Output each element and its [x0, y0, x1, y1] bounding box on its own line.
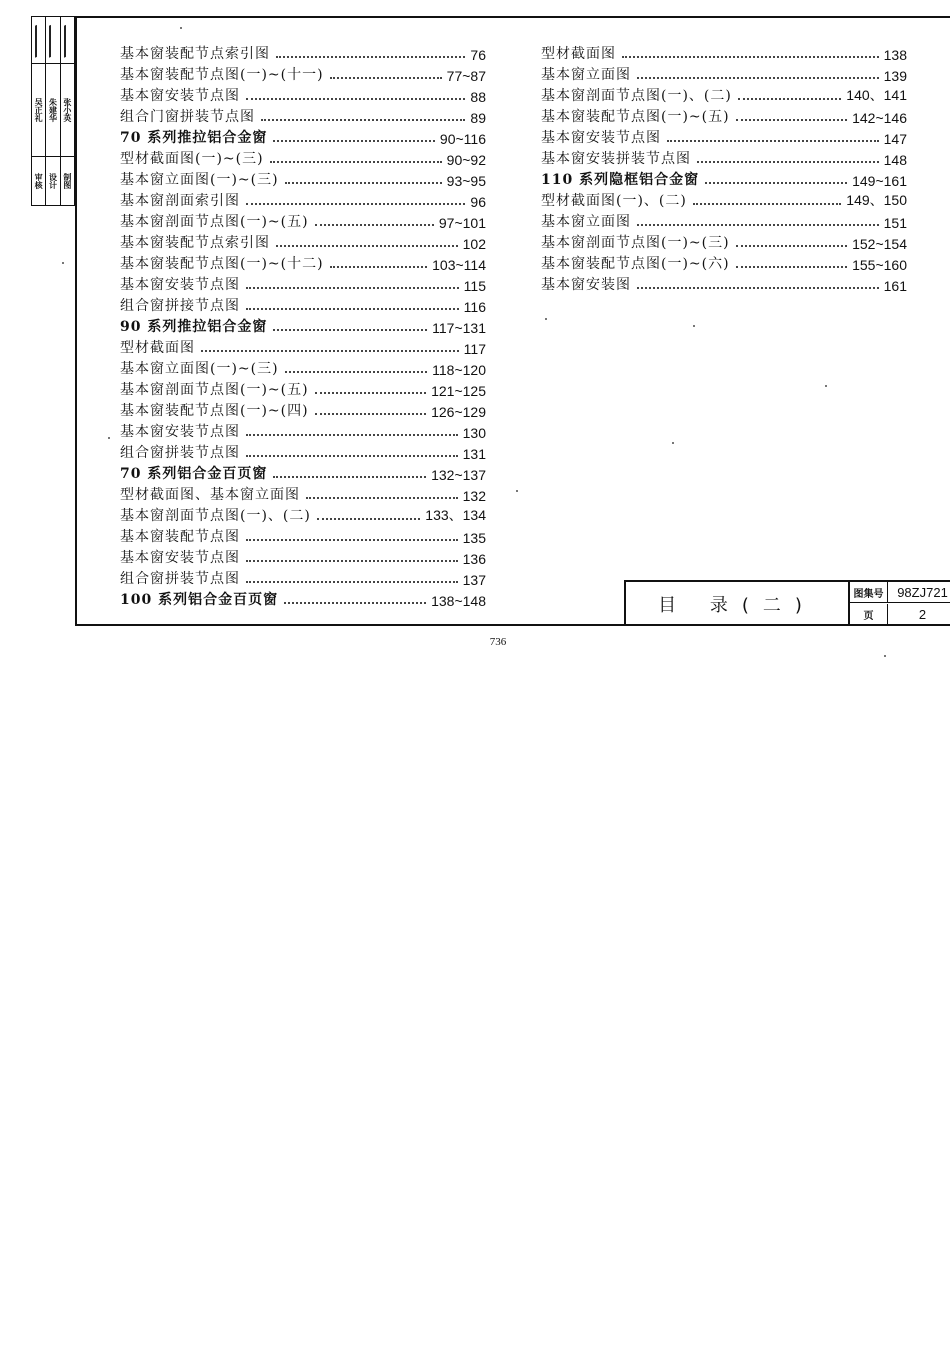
- toc-leader-dots: [736, 245, 848, 247]
- toc-entry-pages: 90~116: [439, 131, 486, 147]
- toc-section-entry: [120, 126, 486, 147]
- toc-entry-title: 组合窗拼装节点图: [120, 571, 240, 587]
- toc-entry: [541, 105, 907, 126]
- toc-leader-dots: [201, 350, 459, 352]
- toc-entry-pages: 133、134: [425, 507, 486, 523]
- toc-entry-pages: 130: [462, 425, 486, 441]
- toc-leader-dots: [246, 434, 458, 436]
- toc-entry-pages: 131: [462, 446, 486, 462]
- toc-entry-pages: 121~125: [431, 383, 486, 399]
- toc-section-entry: [120, 462, 486, 483]
- toc-entry-title: 基本窗剖面节点图(一)、(二): [541, 88, 732, 104]
- toc-entry: [120, 483, 486, 504]
- toc-leader-dots: [246, 287, 459, 289]
- toc-section-entry: [120, 315, 486, 336]
- toc-entry: [120, 504, 486, 525]
- toc-entry: [120, 147, 486, 168]
- toc-entry-pages: 132~137: [431, 467, 486, 483]
- toc-entry-title: 基本窗安装节点图: [541, 130, 661, 146]
- scan-speck: [884, 655, 886, 657]
- toc-entry-pages: 77~87: [446, 68, 486, 84]
- toc-entry-pages: 161: [883, 278, 907, 294]
- toc-entry-title: 基本窗装配节点图(一)~(六): [541, 256, 730, 272]
- toc-leader-dots: [697, 161, 879, 163]
- page-number: 736: [489, 636, 507, 648]
- toc-entry: [120, 84, 486, 105]
- toc-leader-dots: [261, 119, 465, 121]
- toc-entry-title: 型材截面图: [541, 46, 616, 62]
- toc-entry: [541, 252, 907, 273]
- toc-entry-pages: 102: [462, 236, 486, 252]
- toc-entry-title: 基本窗装配节点索引图: [120, 46, 270, 62]
- toc-entry-pages: 103~114: [432, 257, 486, 273]
- toc-leader-dots: [285, 182, 442, 184]
- toc-entry-pages: 155~160: [852, 257, 907, 273]
- toc-entry-title: 基本窗剖面节点图(一)~(三): [541, 235, 730, 251]
- scan-speck: [516, 490, 518, 492]
- toc-entry-title: 基本窗装配节点图: [120, 529, 240, 545]
- toc-entry: [120, 546, 486, 567]
- toc-leader-dots: [738, 98, 841, 100]
- toc-leader-dots: [315, 224, 434, 226]
- toc-leader-dots: [276, 56, 465, 58]
- toc-entry: [541, 147, 907, 168]
- toc-entry: [120, 420, 486, 441]
- toc-leader-dots: [317, 518, 420, 520]
- title-block: [624, 580, 950, 625]
- toc-leader-dots: [246, 203, 465, 205]
- toc-entry-pages: 97~101: [438, 215, 486, 231]
- toc-entry-pages: 96: [470, 194, 486, 210]
- toc-leader-dots: [246, 308, 459, 310]
- toc-entry-pages: 139: [883, 68, 907, 84]
- scan-speck: [545, 318, 547, 320]
- toc-entry-pages: 142~146: [852, 110, 907, 126]
- toc-leader-dots: [330, 77, 442, 79]
- toc-entry-pages: 136: [462, 551, 486, 567]
- toc-entry-title: 基本窗安装节点图: [120, 424, 240, 440]
- toc-entry-title: 基本窗安装图: [541, 277, 631, 293]
- toc-entry-title: 基本窗立面图: [541, 67, 631, 83]
- toc-entry-title: 70 系列铝合金百页窗: [120, 466, 268, 482]
- toc-leader-dots: [315, 413, 427, 415]
- toc-leader-dots: [246, 539, 458, 541]
- toc-leader-dots: [270, 161, 442, 163]
- toc-entry-title: 型材截面图、基本窗立面图: [120, 487, 300, 503]
- toc-entry-title: 基本窗装配节点图(一)~(五): [541, 109, 730, 125]
- toc-leader-dots: [705, 182, 847, 184]
- toc-entry-title: 110 系列隐框铝合金窗: [541, 172, 700, 188]
- toc-entry-title: 基本窗安装节点图: [120, 88, 240, 104]
- toc-entry: [541, 42, 907, 63]
- toc-entry-pages: 89: [470, 110, 486, 126]
- toc-leader-dots: [637, 77, 879, 79]
- atlas-number-label: 图集号: [850, 582, 888, 603]
- signoff-role: 制图: [62, 173, 72, 189]
- toc-entry-pages: 76: [470, 47, 486, 63]
- toc-entry: [120, 567, 486, 588]
- signoff-strip: [31, 16, 75, 206]
- toc-entry-title: 基本窗安装拼装节点图: [541, 151, 691, 167]
- toc-entry: [120, 42, 486, 63]
- toc-entry-title: 基本窗剖面节点图(一)~(五): [120, 382, 309, 398]
- toc-leader-dots: [736, 266, 848, 268]
- toc-entry-title: 基本窗立面图(一)~(三): [120, 361, 279, 377]
- toc-entry-title: 型材截面图(一)、(二): [541, 193, 687, 209]
- toc-entry-pages: 116: [463, 299, 486, 315]
- toc-section-entry: [120, 588, 486, 609]
- toc-leader-dots: [693, 203, 841, 205]
- toc-leader-dots: [306, 497, 458, 499]
- toc-entry-title: 组合门窗拼装节点图: [120, 109, 255, 125]
- toc-entry-pages: 148: [883, 152, 907, 168]
- toc-entry: [120, 210, 486, 231]
- signoff-column-drafter: [61, 17, 74, 205]
- toc-entry-pages: 132: [462, 488, 486, 504]
- toc-entry-title: 基本窗立面图: [541, 214, 631, 230]
- signoff-column-reviewer: [32, 17, 46, 205]
- toc-leader-dots: [330, 266, 428, 268]
- toc-leader-dots: [736, 119, 848, 121]
- toc-leader-dots: [273, 476, 426, 478]
- toc-leader-dots: [315, 392, 427, 394]
- toc-entry-title: 基本窗安装节点图: [120, 277, 240, 293]
- toc-entry-title: 基本窗安装节点图: [120, 550, 240, 566]
- signoff-column-designer: [46, 17, 60, 205]
- toc-entry: [120, 441, 486, 462]
- signoff-name: 朱建华: [48, 98, 58, 122]
- signoff-name: 张小英: [62, 98, 72, 122]
- signoff-name: 吴正礼: [34, 98, 44, 122]
- toc-entry: [120, 336, 486, 357]
- signature-designer: [46, 17, 59, 64]
- scan-speck: [62, 262, 64, 264]
- toc-entry-pages: 149~161: [852, 173, 907, 189]
- toc-entry: [120, 357, 486, 378]
- toc-entry-pages: 117~131: [432, 320, 486, 336]
- toc-entry-title: 90 系列推拉铝合金窗: [120, 319, 268, 335]
- toc-entry-title: 基本窗剖面索引图: [120, 193, 240, 209]
- toc-leader-dots: [246, 98, 465, 100]
- toc-entry-pages: 118~120: [432, 362, 486, 378]
- toc-entry-title: 基本窗立面图(一)~(三): [120, 172, 279, 188]
- toc-entry-title: 组合窗拼装节点图: [120, 445, 240, 461]
- toc-entry-pages: 88: [470, 89, 486, 105]
- toc-entry-pages: 126~129: [431, 404, 486, 420]
- toc-entry-title: 基本窗剖面节点图(一)、(二): [120, 508, 311, 524]
- toc-entry: [120, 399, 486, 420]
- toc-leader-dots: [622, 56, 879, 58]
- toc-leader-dots: [273, 140, 435, 142]
- toc-entry: [120, 525, 486, 546]
- toc-entry-pages: 115: [463, 278, 486, 294]
- toc-entry: [120, 231, 486, 252]
- toc-leader-dots: [637, 287, 879, 289]
- toc-entry-pages: 117: [463, 341, 486, 357]
- toc-entry: [541, 231, 907, 252]
- scan-speck: [180, 27, 182, 29]
- toc-entry-pages: 135: [462, 530, 486, 546]
- document-title: 目 录(二): [626, 582, 850, 625]
- scan-speck: [825, 385, 827, 387]
- toc-entry: [541, 84, 907, 105]
- toc-entry-pages: 90~92: [446, 152, 486, 168]
- toc-entry-title: 基本窗剖面节点图(一)~(五): [120, 214, 309, 230]
- sheet-page-number: 2: [918, 607, 927, 622]
- toc-entry: [120, 294, 486, 315]
- toc-entry: [120, 189, 486, 210]
- toc-right-column: [541, 42, 907, 294]
- toc-entry: [120, 378, 486, 399]
- toc-entry-pages: 138: [883, 47, 907, 63]
- scan-speck: [672, 442, 674, 444]
- toc-entry-title: 型材截面图: [120, 340, 195, 356]
- toc-entry-title: 100 系列铝合金百页窗: [120, 592, 279, 608]
- atlas-number: 98ZJ721: [888, 582, 950, 603]
- toc-entry-pages: 140、141: [846, 87, 907, 103]
- toc-leader-dots: [667, 140, 879, 142]
- toc-entry-title: 基本窗装配节点图(一)~(四): [120, 403, 309, 419]
- toc-leader-dots: [637, 224, 879, 226]
- toc-entry-title: 组合窗拼接节点图: [120, 298, 240, 314]
- toc-entry: [120, 168, 486, 189]
- signoff-role: 设计: [48, 173, 58, 189]
- toc-leader-dots: [276, 245, 458, 247]
- toc-entry-pages: 149、150: [846, 192, 907, 208]
- toc-entry: [120, 252, 486, 273]
- toc-section-entry: [541, 168, 907, 189]
- page-label: 页: [850, 604, 888, 625]
- toc-entry-pages: 137: [462, 572, 486, 588]
- toc-leader-dots: [246, 581, 458, 583]
- toc-entry-pages: 93~95: [446, 173, 486, 189]
- toc-entry-title: 基本窗装配节点索引图: [120, 235, 270, 251]
- toc-left-column: [120, 42, 486, 609]
- toc-entry-pages: 147: [883, 131, 907, 147]
- scan-speck: [108, 437, 110, 439]
- toc-entry: [541, 189, 907, 210]
- toc-entry: [541, 126, 907, 147]
- toc-entry: [541, 63, 907, 84]
- toc-entry-title: 70 系列推拉铝合金窗: [120, 130, 268, 146]
- scan-speck: [693, 325, 695, 327]
- signature-drafter: [61, 17, 74, 64]
- toc-entry: [120, 63, 486, 84]
- toc-entry: [541, 210, 907, 231]
- toc-leader-dots: [246, 560, 458, 562]
- toc-entry-pages: 152~154: [852, 236, 907, 252]
- toc-leader-dots: [285, 371, 428, 373]
- toc-leader-dots: [273, 329, 427, 331]
- toc-entry: [120, 105, 486, 126]
- toc-entry-title: 基本窗装配节点图(一)~(十一): [120, 67, 324, 83]
- toc-entry: [541, 273, 907, 294]
- toc-entry-title: 基本窗装配节点图(一)~(十二): [120, 256, 324, 272]
- toc-entry-pages: 138~148: [431, 593, 486, 609]
- signature-reviewer: [32, 17, 45, 64]
- toc-entry-pages: 151: [883, 215, 907, 231]
- signoff-role: 审核: [34, 173, 44, 189]
- toc-leader-dots: [284, 602, 426, 604]
- toc-entry: [120, 273, 486, 294]
- toc-entry-title: 型材截面图(一)~(三): [120, 151, 264, 167]
- toc-leader-dots: [246, 455, 458, 457]
